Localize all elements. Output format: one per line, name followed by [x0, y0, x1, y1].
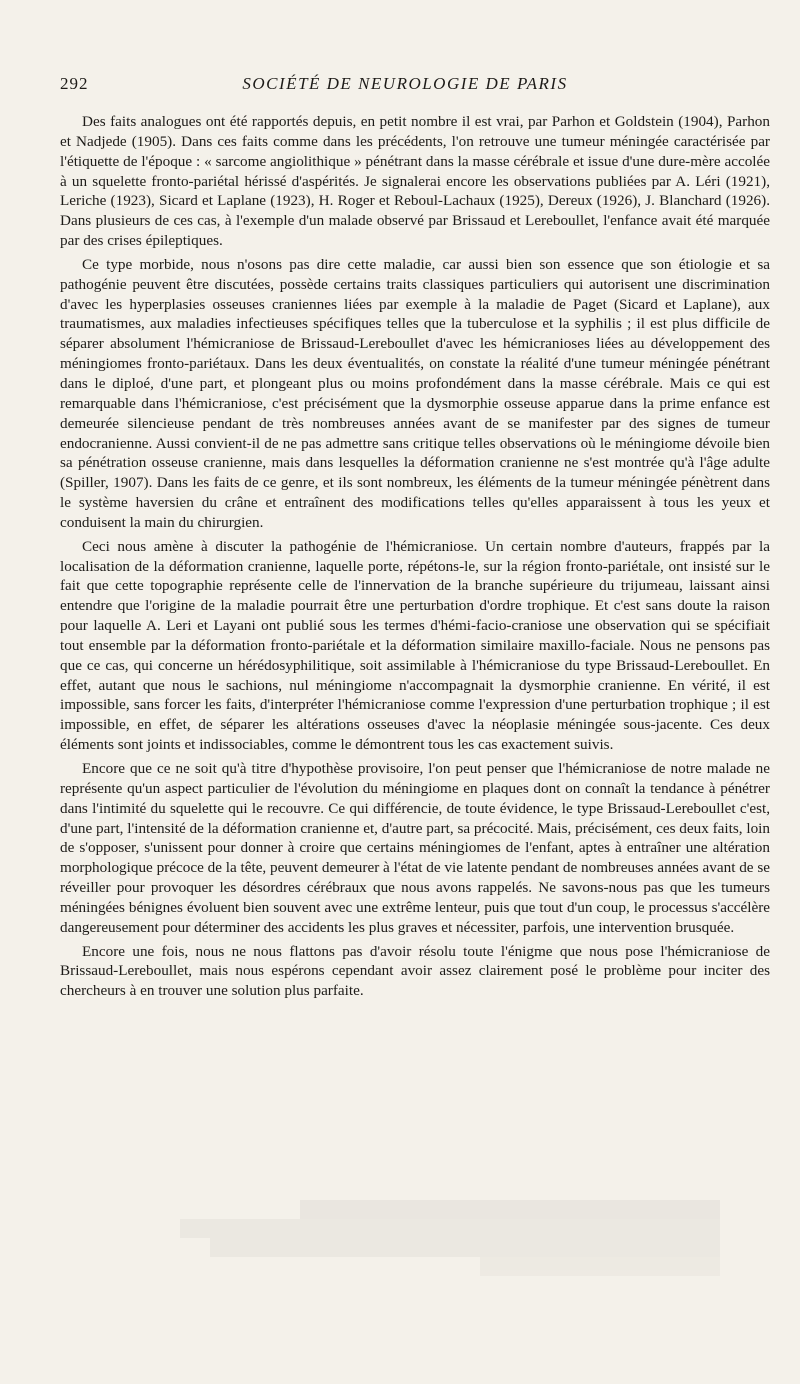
paragraph: Ce type morbide, nous n'osons pas dire cette maladie, car aussi bien son essence que son étiologie et sa pathogénie peuvent être discutées, possède certains traits classiques particuliers qui autorisent une discrimination d'avec les hyperplasies osseuses craniennes liées par exemple à la maladie de Paget (Sicard et Laplane), aux traumatismes, aux maladies infectieuses spécifiques telles que la tuberculose et la syphilis ; il est plus difficile de séparer absolument l'hémicraniose de Brissaud-Lereboullet d'avec les hémicranioses liées au développement des méningiomes fronto-pariétaux. Dans les deux éventualités, on constate la réalité d'une tumeur méningée pénétrant dans le diploé, d'une part, et plongeant plus ou moins profondément dans la masse cérébrale. Mais ce qui est remarquable dans l'hémicraniose, c'est précisément que la dysmorphie osseuse apparue dans la prime enfance est demeurée silencieuse pendant de très nombreuses années avant de se manifester par des signes de tumeur endocranienne. Aussi convient-il de ne pas admettre sans critique telles observations où le méningiome dévoile bien sa pénétration osseuse cranienne, mais dans lesquelles la déformation cranienne ne s'est montrée qu'à l'âge adulte (Spiller, 1907). Dans les faits de ce genre, et ils sont nombreux, les éléments de la tumeur méningée pénètrent dans le système haversien du crâne et entraînent des modifications telles qu'elles apparaissent à tous les yeux et conduisent la main du chirurgien. — [60, 255, 770, 531]
journal-title: SOCIÉTÉ DE NEUROLOGIE DE PARIS — [242, 74, 568, 93]
article-body — [60, 112, 770, 1005]
show-through-texture — [120, 1200, 720, 1276]
paragraph: Encore que ce ne soit qu'à titre d'hypothèse provisoire, l'on peut penser que l'hémicraniose de notre malade ne représente qu'un aspect particulier de l'évolution du méningiome en plaques dont on connaît la tendance à pénétrer dans l'intimité du squelette qui le recouvre. Ce qui différencie, de toute évidence, le type Brissaud-Lereboullet c'est, d'une part, l'intensité de la déformation cranienne et, d'autre part, sa précocité. Mais, précisément, ces deux faits, loin de s'opposer, s'unissent pour donner à croire que certains méningiomes de l'enfant, aptes à entraîner une altération morphologique précoce de la tête, peuvent demeurer à l'état de vie latente pendant de nombreuses années avant de se réveiller pour provoquer les désordres cérébraux que nous avons rappelés. Ne savons-nous pas que les tumeurs méningées bénignes évoluent bien souvent avec une extrême lenteur, puis que tout d'un coup, le processus s'accélère dangereusement pour déterminer des accidents les plus graves et nécessiter, parfois, une intervention brusquée. — [60, 760, 770, 936]
paragraph: Ceci nous amène à discuter la pathogénie de l'hémicraniose. Un certain nombre d'auteurs, frappés par la localisation de la déformation cranienne, laquelle porte, répétons-le, sur la région fronto-pariétale, ont insisté sur le fait que cette topographie représente celle de l'innervation de la branche supérieure du trijumeau, laissant ainsi entendre que l'origine de la maladie pourrait être une perturbation d'ordre trophique. Et c'est sans doute la raison pour laquelle A. Leri et Layani ont publié sous les termes d'hémi-facio-craniose une observation qui se spécifiait tout ensemble par la déformation fronto-pariétale et la déformation similaire maxillo-faciale. Nous ne pensons pas que ce cas, qui concerne un hérédosyphilitique, soit assimilable à l'hémicraniose du type Brissaud-Lereboullet. En effet, autant que nous le sachions, nul méningiome n'accompagnait la dysmorphie cranienne. En vérité, il est impossible, sans forcer les faits, d'interpréter l'hémicraniose comme l'expression d'une perturbation trophique ; il est impossible, en effet, de séparer les altérations osseuses d'avec la néoplasie méningée sous-jacente. Ces deux éléments sont joints et indissociables, comme le démontrent tous les cas exactement suivis. — [60, 537, 770, 754]
running-head — [60, 74, 750, 98]
paragraph: Des faits analogues ont été rapportés depuis, en petit nombre il est vrai, par Parhon et Goldstein (1904), Parhon et Nadjede (1905). Dans ces faits comme dans les précédents, l'on retrouve une tumeur méningée caractérisée par l'étiquette de l'époque : « sarcome angiolithique » pénétrant dans la masse cérébrale et issue d'une dure-mère accolée à un squelette fronto-pariétal hérissé d'aspérités. Je signalerai encore les observations publiées par A. Léri (1921), Leriche (1923), Sicard et Laplane (1923), H. Roger et Reboul-Lachaux (1925), Dereux (1926), J. Blanchard (1926). Dans plusieurs de ces cas, à l'exemple d'un malade observé par Brissaud et Lereboullet, l'enfance avait été marquée par des crises épileptiques. — [60, 113, 770, 250]
page-number: 292 — [60, 74, 89, 93]
paragraph: Encore une fois, nous ne nous flattons pas d'avoir résolu toute l'énigme que nous pose l'hémicraniose de Brissaud-Lereboullet, mais nous espérons cependant avoir assez clairement posé le problème pour inciter des chercheurs à en trouver une solution plus parfaite. — [60, 942, 770, 1000]
